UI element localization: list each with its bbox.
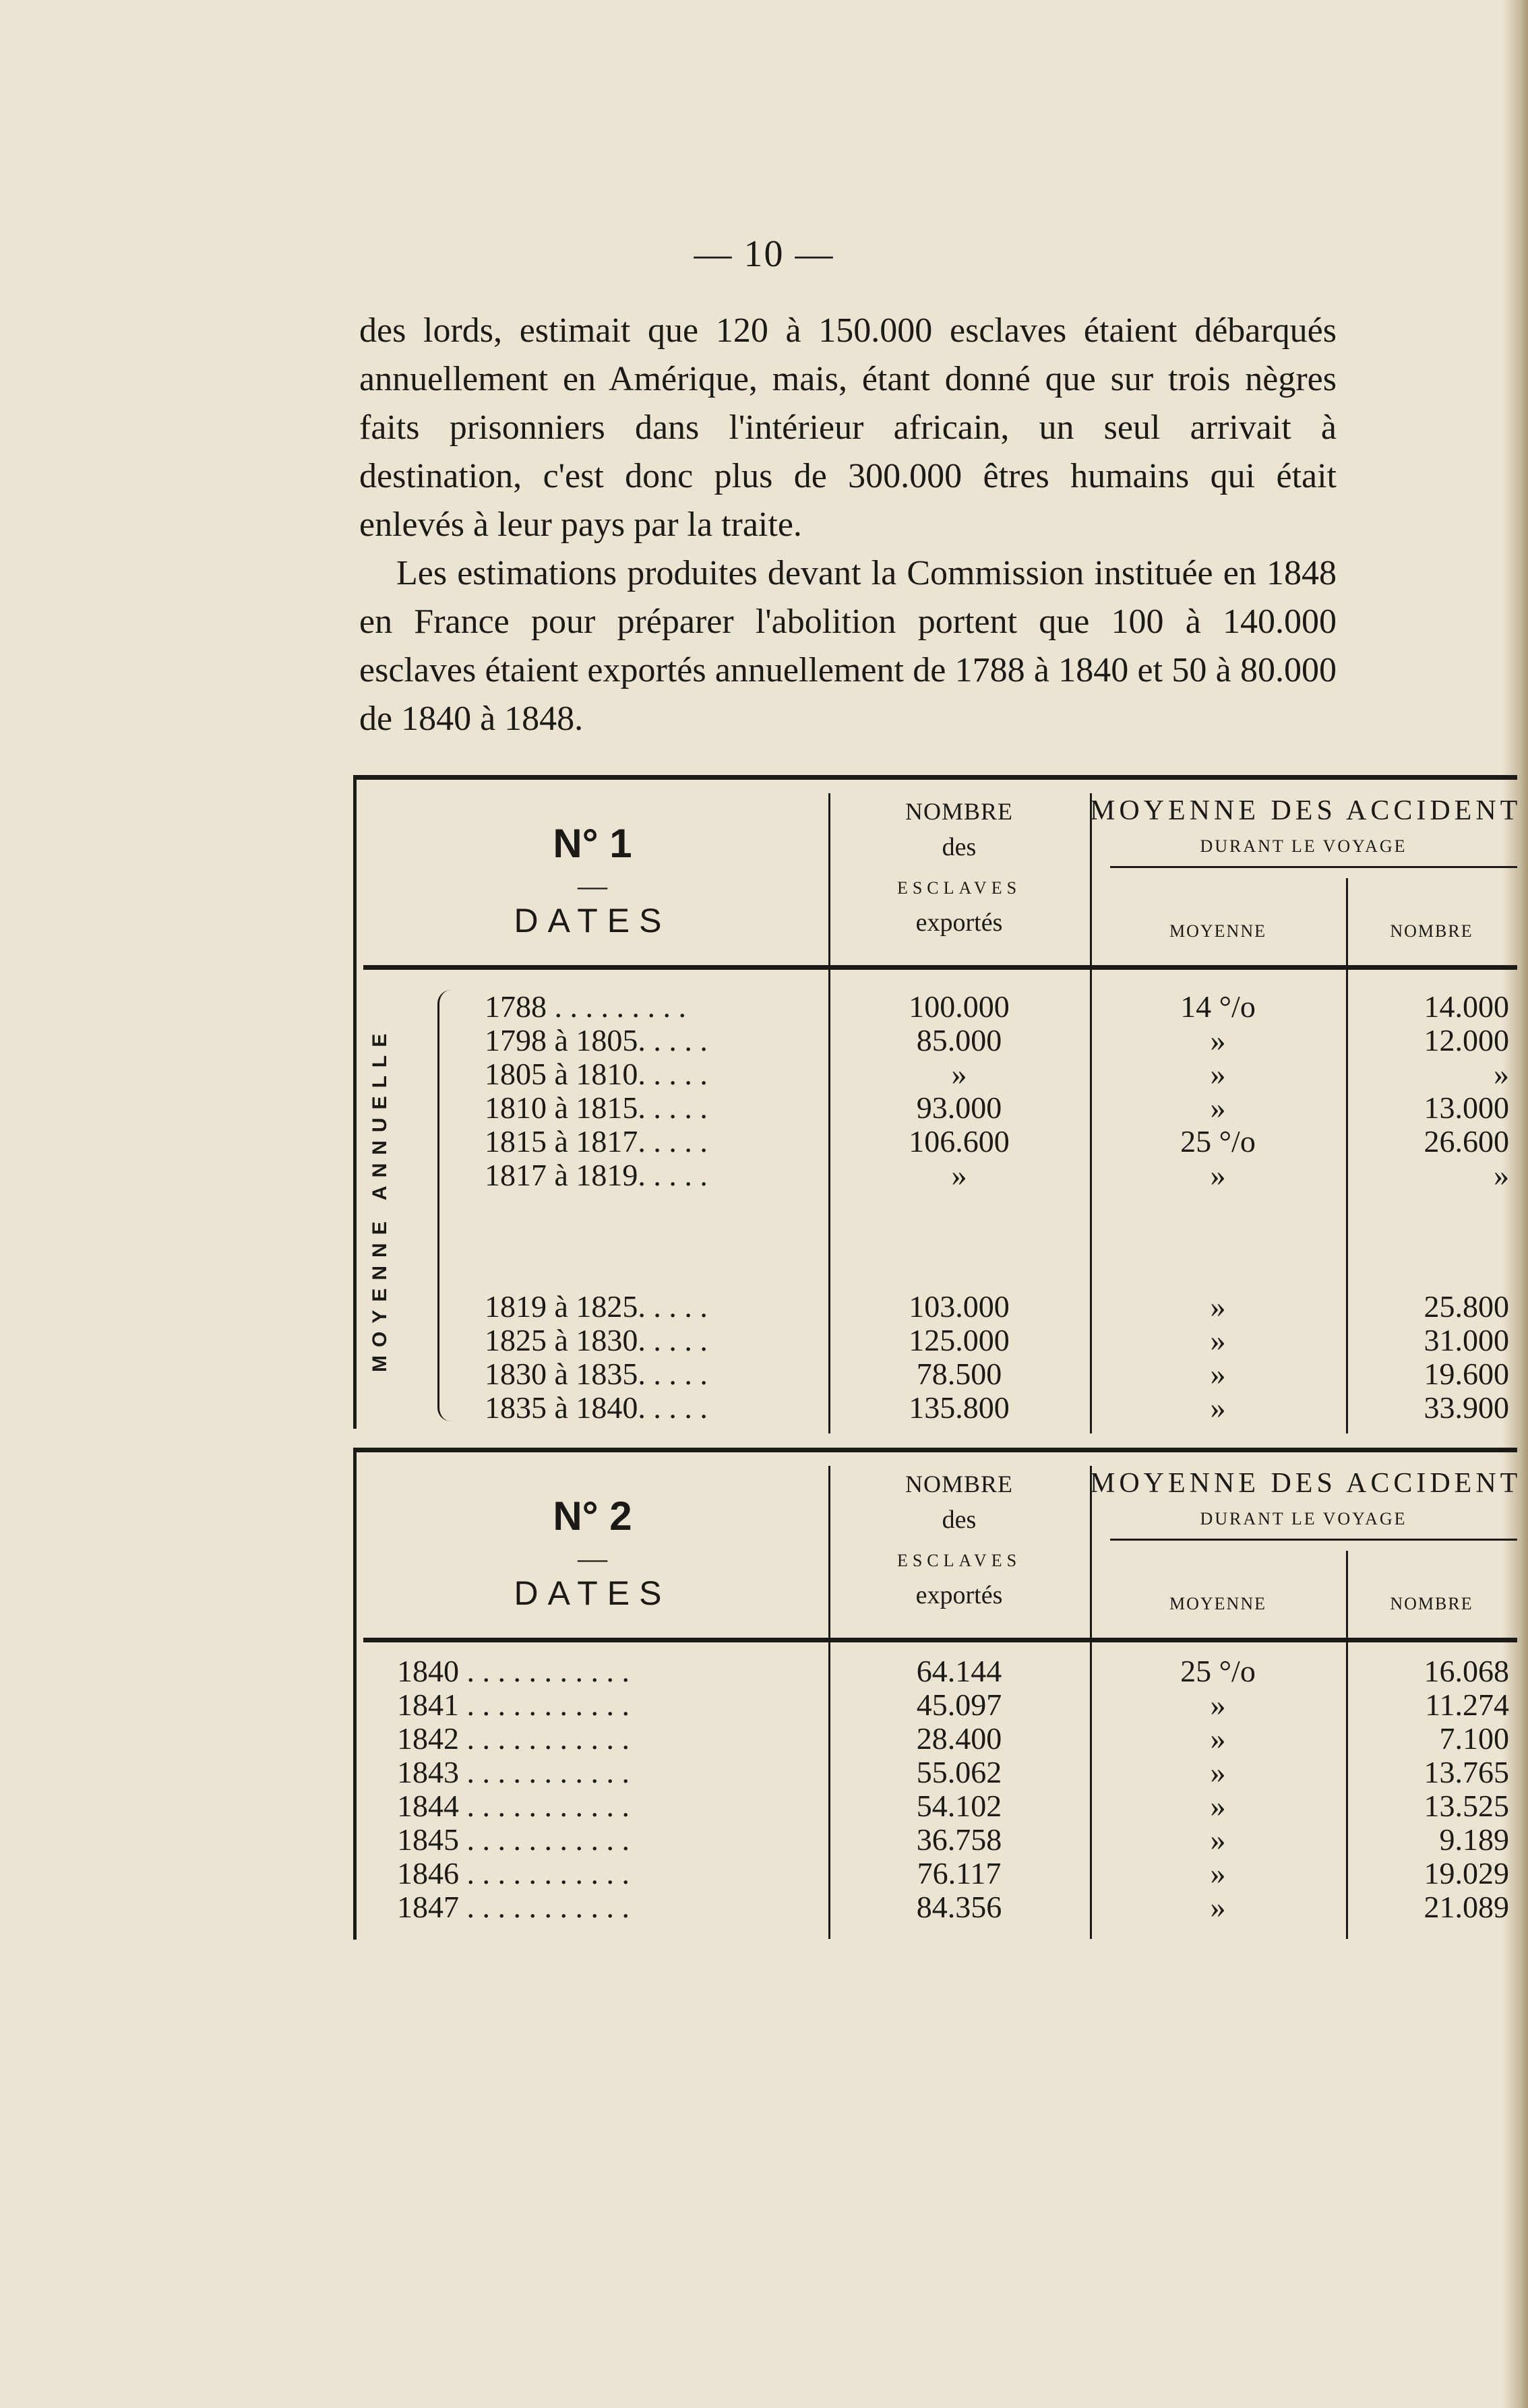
table-row xyxy=(357,1091,1517,1125)
accidents-cell: 19.600 xyxy=(1424,1357,1509,1391)
date-cell: 1788 . . . . . . . . . xyxy=(485,989,686,1024)
header-brace xyxy=(1110,1539,1517,1546)
table-row xyxy=(357,1057,1517,1091)
nombre-cell: 93.000 xyxy=(916,1090,1002,1125)
accidents-cell: 26.600 xyxy=(1424,1124,1509,1159)
date-cell: 1846 . . . . . . . . . . . xyxy=(397,1856,630,1890)
moyenne-cell: » xyxy=(1210,1090,1226,1125)
accidents-cell: 25.800 xyxy=(1424,1289,1509,1324)
table-1-body xyxy=(357,970,1517,1433)
moyenne-cell: » xyxy=(1210,1158,1226,1192)
table-row xyxy=(357,990,1517,1024)
moyenne-cell: » xyxy=(1210,1023,1226,1057)
accidents-cell: 7.100 xyxy=(1439,1721,1509,1756)
page-number: — 10 — xyxy=(694,233,834,275)
date-cell: 1805 à 1810. . . . . xyxy=(485,1057,708,1091)
side-label-moyenne-annuelle: MOYENNE ANNUELLE xyxy=(369,1025,391,1373)
accidents-cell: 33.900 xyxy=(1424,1390,1509,1425)
nombre-header-line2: des xyxy=(942,833,977,861)
table-2-header xyxy=(357,1448,1522,1642)
accidents-cell: 19.029 xyxy=(1424,1856,1509,1890)
accidents-cell: 13.765 xyxy=(1424,1755,1509,1789)
date-cell: 1819 à 1825. . . . . xyxy=(485,1289,708,1324)
table-1-header xyxy=(357,775,1522,970)
table-1 xyxy=(353,775,1522,1429)
nombre-cell: 45.097 xyxy=(916,1688,1002,1722)
sub-header-nombre: NOMBRE xyxy=(1390,1594,1473,1613)
date-cell: 1844 . . . . . . . . . . . xyxy=(397,1789,630,1823)
nombre-header-line1: NOMBRE xyxy=(905,1471,1014,1498)
moyenne-header xyxy=(1090,1452,1522,1642)
nombre-cell: » xyxy=(951,1158,967,1192)
table-row xyxy=(357,1789,1517,1823)
moyenne-cell: » xyxy=(1210,1357,1226,1391)
nombre-header xyxy=(828,780,1090,970)
dates-header xyxy=(357,780,828,970)
table-number-label: N° 2 xyxy=(553,1493,632,1539)
date-cell: 1817 à 1819. . . . . xyxy=(485,1158,708,1192)
sub-header-nombre: NOMBRE xyxy=(1390,921,1473,941)
moyenne-cell: » xyxy=(1210,1323,1226,1357)
nombre-cell: 100.000 xyxy=(909,989,1010,1024)
nombre-cell: 55.062 xyxy=(916,1755,1002,1789)
table-row xyxy=(357,1823,1517,1857)
table-row xyxy=(357,1159,1517,1192)
moyenne-cell: » xyxy=(1210,1390,1226,1425)
header-dash: — xyxy=(578,1542,607,1575)
date-cell: 1798 à 1805. . . . . xyxy=(485,1023,708,1057)
table-row xyxy=(357,1125,1517,1159)
nombre-cell: 54.102 xyxy=(916,1789,1002,1823)
table-row xyxy=(357,1655,1517,1688)
table-row xyxy=(357,1391,1517,1425)
accidents-cell: 13.525 xyxy=(1424,1789,1509,1823)
nombre-cell: 76.117 xyxy=(917,1856,1002,1890)
moyenne-cell: » xyxy=(1210,1289,1226,1324)
table-row xyxy=(357,1857,1517,1890)
nombre-cell: 36.758 xyxy=(916,1822,1002,1857)
nombre-cell: 125.000 xyxy=(909,1323,1010,1357)
table-row xyxy=(357,1290,1517,1324)
paragraph-2: Les estimations produites devant la Commission instituée en 1848 en France pour préparer l'abolition portent que 100 à 140.000 esclaves étaient exportés annuellement de 1788 à 1840 et 50 à 80.000 de 1840 à 1848. xyxy=(359,554,1337,738)
nombre-cell: 106.600 xyxy=(909,1124,1010,1159)
date-cell: 1815 à 1817. . . . . xyxy=(485,1124,708,1159)
header-bottom-rule xyxy=(363,965,1517,970)
moyenne-cell: 25 °/o xyxy=(1180,1654,1256,1688)
moyenne-cell: » xyxy=(1210,1890,1226,1924)
moyenne-cell: » xyxy=(1210,1721,1226,1756)
moyenne-title: MOYENNE DES ACCIDENT xyxy=(1090,795,1522,826)
accidents-cell: 14.000 xyxy=(1424,989,1509,1024)
nombre-cell: 85.000 xyxy=(916,1023,1002,1057)
nombre-cell: » xyxy=(951,1057,967,1091)
nombre-header-line4: exportés xyxy=(915,1581,1003,1609)
accidents-cell: » xyxy=(1494,1158,1509,1192)
moyenne-subtitle: DURANT LE VOYAGE xyxy=(1200,836,1407,856)
date-cell: 1840 . . . . . . . . . . . xyxy=(397,1654,630,1688)
date-cell: 1810 à 1815. . . . . xyxy=(485,1090,708,1125)
moyenne-cell: 14 °/o xyxy=(1180,989,1256,1024)
moyenne-subtitle: DURANT LE VOYAGE xyxy=(1200,1509,1407,1529)
moyenne-cell: 25 °/o xyxy=(1180,1124,1256,1159)
table-row xyxy=(357,1357,1517,1391)
table-row xyxy=(357,1688,1517,1722)
dates-header xyxy=(357,1452,828,1642)
nombre-header xyxy=(828,1452,1090,1642)
moyenne-header xyxy=(1090,780,1522,970)
nombre-cell: 103.000 xyxy=(909,1289,1010,1324)
header-dash: — xyxy=(578,869,607,902)
date-cell: 1835 à 1840. . . . . xyxy=(485,1390,708,1425)
table-row xyxy=(357,1890,1517,1924)
date-cell: 1825 à 1830. . . . . xyxy=(485,1323,708,1357)
moyenne-cell: » xyxy=(1210,1755,1226,1789)
date-cell: 1847 . . . . . . . . . . . xyxy=(397,1890,630,1924)
accidents-cell: 11.274 xyxy=(1425,1688,1509,1722)
nombre-header-line3: ESCLAVES xyxy=(896,1551,1022,1570)
table-2 xyxy=(353,1448,1522,1940)
accidents-cell: 31.000 xyxy=(1424,1323,1509,1357)
header-brace xyxy=(1110,866,1517,873)
nombre-cell: 84.356 xyxy=(916,1890,1002,1924)
nombre-header-line2: des xyxy=(942,1506,977,1534)
body-text xyxy=(359,307,1337,743)
dates-label: DATES xyxy=(514,1574,671,1612)
nombre-header-line4: exportés xyxy=(915,908,1003,937)
nombre-cell: 64.144 xyxy=(916,1654,1002,1688)
table-row xyxy=(357,1722,1517,1756)
moyenne-title: MOYENNE DES ACCIDENT xyxy=(1090,1468,1522,1499)
table-number-label: N° 1 xyxy=(553,821,632,866)
moyenne-cell: » xyxy=(1210,1856,1226,1890)
header-bottom-rule xyxy=(363,1638,1517,1642)
nombre-cell: 135.800 xyxy=(909,1390,1010,1425)
accidents-cell: 12.000 xyxy=(1424,1023,1509,1057)
date-cell: 1843 . . . . . . . . . . . xyxy=(397,1755,630,1789)
date-cell: 1842 . . . . . . . . . . . xyxy=(397,1721,630,1756)
table-row xyxy=(357,1024,1517,1057)
moyenne-cell: » xyxy=(1210,1688,1226,1722)
accidents-cell: 13.000 xyxy=(1424,1090,1509,1125)
moyenne-cell: » xyxy=(1210,1057,1226,1091)
nombre-header-line1: NOMBRE xyxy=(905,798,1014,825)
accidents-cell: » xyxy=(1494,1057,1509,1091)
accidents-cell: 21.089 xyxy=(1424,1890,1509,1924)
moyenne-cell: » xyxy=(1210,1822,1226,1857)
table-row xyxy=(357,1324,1517,1357)
nombre-cell: 78.500 xyxy=(916,1357,1002,1391)
paragraph-1: des lords, estimait que 120 à 150.000 esclaves étaient débarqués annuellement en Amérique, mais, étant donné que sur trois nègres faits prisonniers dans l'intérieur africain, un seul arrivait à destination, c'est donc plus de 300.000 êtres humains qui était enlevés à leur pays par la traite. xyxy=(359,311,1337,544)
sub-header-moyenne: MOYENNE xyxy=(1169,1594,1266,1613)
sub-header-moyenne: MOYENNE xyxy=(1169,921,1266,941)
date-cell: 1830 à 1835. . . . . xyxy=(485,1357,708,1391)
dates-label: DATES xyxy=(514,902,671,939)
table-row xyxy=(357,1756,1517,1789)
table-2-body xyxy=(357,1642,1517,1939)
accidents-cell: 16.068 xyxy=(1424,1654,1509,1688)
nombre-header-line3: ESCLAVES xyxy=(896,878,1022,898)
date-cell: 1845 . . . . . . . . . . . xyxy=(397,1822,630,1857)
moyenne-cell: » xyxy=(1210,1789,1226,1823)
nombre-cell: 28.400 xyxy=(916,1721,1002,1756)
date-cell: 1841 . . . . . . . . . . . xyxy=(397,1688,630,1722)
accidents-cell: 9.189 xyxy=(1439,1822,1509,1857)
